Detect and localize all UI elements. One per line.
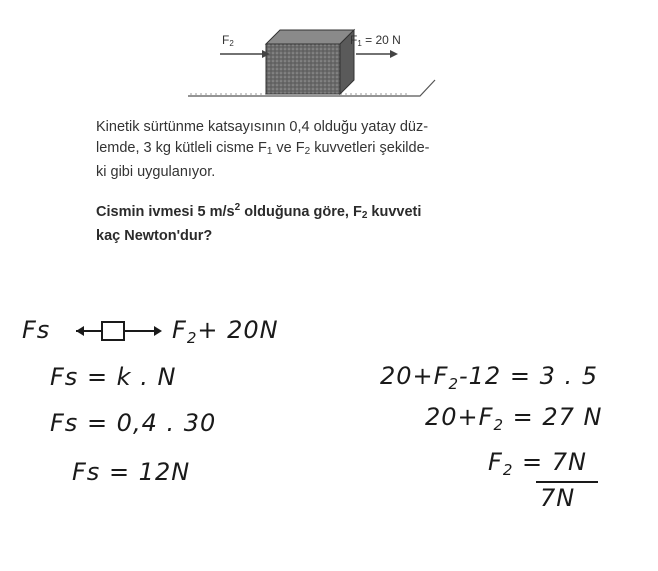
hw-diagram-rhs: $F_2+ 20N$ — [172, 316, 279, 347]
force-f1-label: F1 = 20 N — [350, 33, 401, 48]
question-line-2: kaç Newton'dur? — [96, 228, 213, 244]
hw-final-answer: 7N — [540, 484, 576, 512]
problem-line-2: lemde, 3 kg kütleli cisme $F_1$ ve $F_2$ kuvvetleri şekilde- — [96, 140, 430, 157]
hw-eq-friction-result: Fs = 12N — [72, 458, 191, 486]
block — [266, 30, 354, 94]
problem-text — [96, 117, 536, 247]
hw-eq-friction-formula: Fs = k . N — [50, 363, 177, 391]
hw-eq-newton-second-law: $20+F_2-12 = 3$ . 5 — [380, 362, 598, 393]
force-f2-label: F2 — [222, 33, 234, 48]
problem-line-1: Kinetik sürtünme katsayısının 0,4 olduğu yatay düz- — [96, 119, 429, 135]
hw-eq-f2-result: $F_2 = 7N$ — [488, 448, 587, 479]
hw-free-body-sketch — [72, 318, 168, 344]
question-line-1: Cismin ivmesi 5 $m/s^2$ olduğuna göre, $F_2$ kuvveti — [96, 202, 422, 221]
problem-line-3: ki gibi uygulanıyor. — [96, 164, 216, 180]
force-f2-arrow — [220, 50, 270, 58]
hw-eq-sum: $20+F_2 = 27$ N — [425, 403, 603, 434]
hw-diagram-fs: Fs — [22, 316, 51, 344]
force-f1-arrow — [356, 50, 398, 58]
hw-eq-friction-values: Fs = 0,4 . 30 — [50, 409, 217, 437]
force-diagram — [180, 8, 440, 103]
